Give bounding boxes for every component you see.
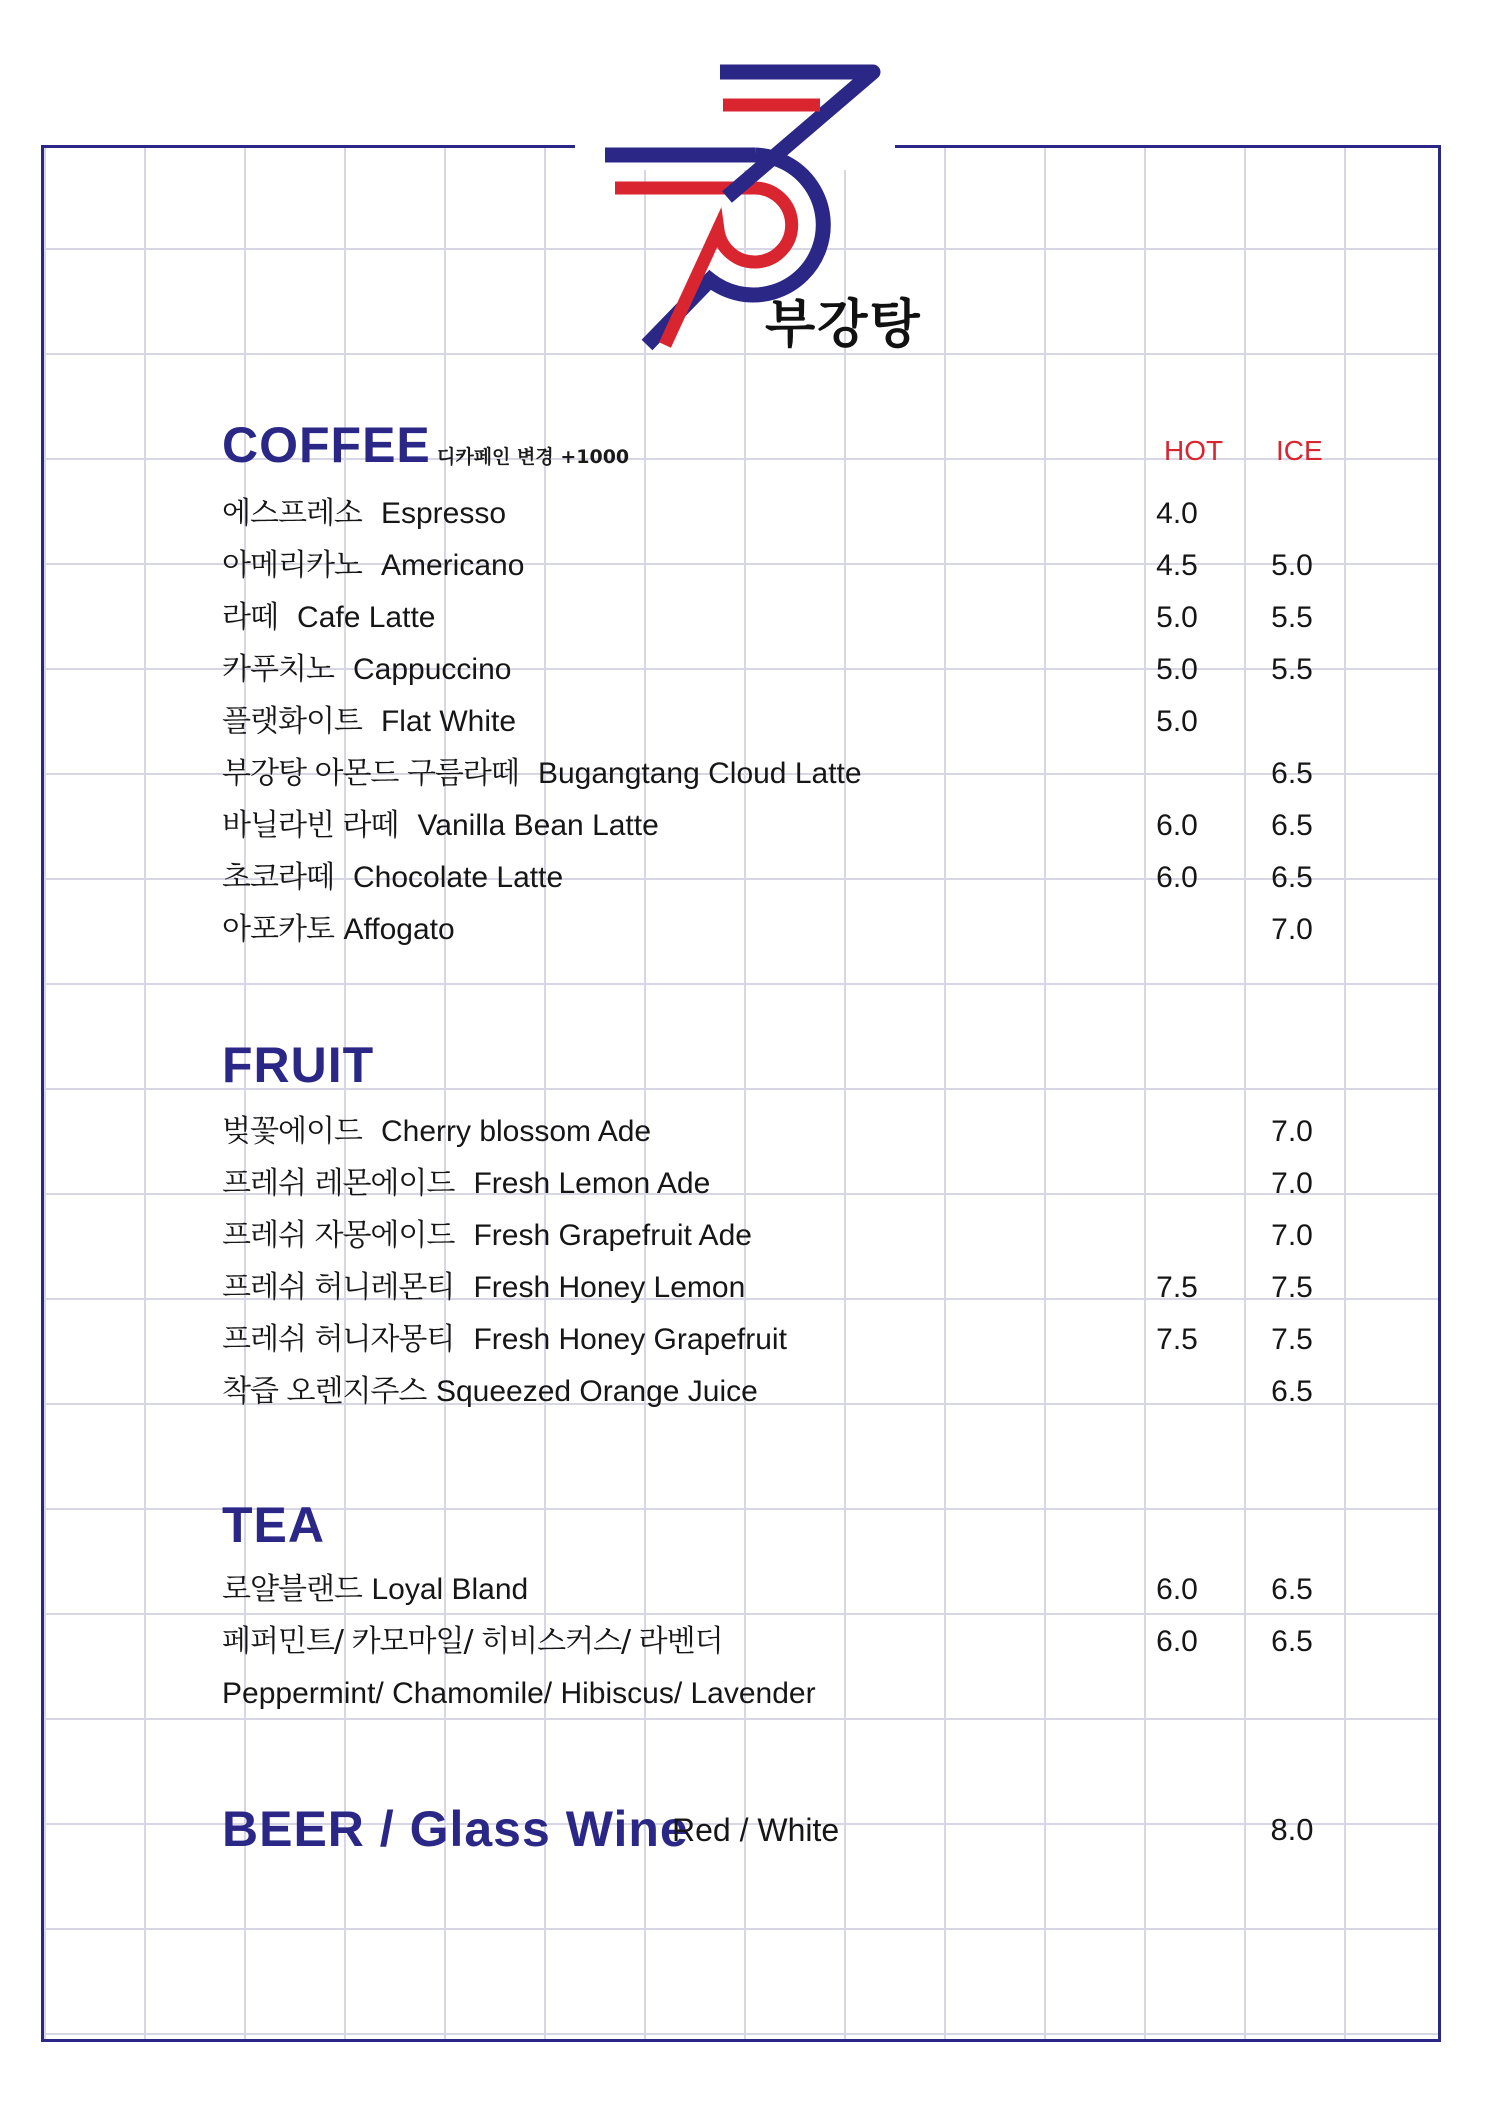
ice-price: 7.5 (1271, 1271, 1313, 1304)
ice-price: 5.0 (1271, 549, 1313, 582)
menu-item: 벚꽃에이드 Cherry blossom Ade 7.0 (222, 1106, 1382, 1158)
menu-item: 프레쉬 허니자몽티 Fresh Honey Grapefruit 7.5 7.5 (222, 1314, 1382, 1366)
ice-price: 6.5 (1271, 861, 1313, 894)
hot-price: 6.0 (1156, 861, 1198, 894)
ice-price: 6.5 (1271, 1375, 1313, 1408)
ice-price: 7.0 (1271, 1115, 1313, 1148)
coffee-section-title: COFFEE (222, 417, 431, 473)
ice-price: 5.5 (1271, 653, 1313, 686)
beer-subtitle: Red / White (672, 1812, 840, 1848)
tea-section-title: TEA (222, 1497, 325, 1553)
hot-price: 6.0 (1156, 1625, 1198, 1658)
menu-item: 플랫화이트 Flat White 5.0 (222, 696, 1382, 748)
hot-price: 5.0 (1156, 653, 1198, 686)
ice-price: 6.5 (1271, 809, 1313, 842)
menu-item: Peppermint/ Chamomile/ Hibiscus/ Lavender (222, 1677, 816, 1710)
hot-price: 4.0 (1156, 497, 1198, 530)
hot-price: 7.5 (1156, 1271, 1198, 1304)
menu-item: 프레쉬 레몬에이드 Fresh Lemon Ade 7.0 (222, 1158, 1382, 1210)
menu-item: 아메리카노 Americano 4.5 5.0 (222, 540, 1382, 592)
menu-item: 프레쉬 허니레몬티 Fresh Honey Lemon 7.5 7.5 (222, 1262, 1382, 1314)
ice-price: 6.5 (1271, 1625, 1313, 1658)
hot-price: 6.0 (1156, 809, 1198, 842)
menu-item: 카푸치노 Cappuccino 5.0 5.5 (222, 644, 1382, 696)
menu-item: 에스프레소 Espresso 4.0 (222, 488, 1382, 540)
ice-price: 7.0 (1271, 913, 1313, 946)
ice-price: 7.5 (1271, 1323, 1313, 1356)
hot-price: 5.0 (1156, 705, 1198, 738)
ice-price: 6.5 (1271, 757, 1313, 790)
hot-column-header: HOT (1164, 435, 1224, 466)
beer-price: 8.0 (1270, 1812, 1314, 1847)
brand-name: 부강탕 (765, 295, 922, 355)
ice-price: 7.0 (1271, 1219, 1313, 1252)
ice-price: 6.5 (1271, 1573, 1313, 1606)
ice-column-header: ICE (1276, 435, 1323, 466)
menu-item: 아포카토 Affogato 7.0 (222, 904, 1382, 956)
hot-price: 6.0 (1156, 1573, 1198, 1606)
ice-price: 7.0 (1271, 1167, 1313, 1200)
menu-item: 페퍼민트/ 카모마일/ 히비스커스/ 라벤더 6.0 6.5 (222, 1616, 1382, 1668)
ice-price: 5.5 (1271, 601, 1313, 634)
beer-section-title: BEER / Glass Wine (222, 1801, 689, 1857)
menu-item: 바닐라빈 라떼 Vanilla Bean Latte 6.0 6.5 (222, 800, 1382, 852)
menu-item: 초코라떼 Chocolate Latte 6.0 6.5 (222, 852, 1382, 904)
fruit-section-title: FRUIT (222, 1037, 375, 1093)
menu-item: 라떼 Cafe Latte 5.0 5.5 (222, 592, 1382, 644)
hot-price: 7.5 (1156, 1323, 1198, 1356)
hot-price: 4.5 (1156, 549, 1198, 582)
hot-price: 5.0 (1156, 601, 1198, 634)
menu-item: 프레쉬 자몽에이드 Fresh Grapefruit Ade 7.0 (222, 1210, 1382, 1262)
menu-item: 착즙 오렌지주스 Squeezed Orange Juice 6.5 (222, 1366, 1382, 1418)
menu-item: 부강탕 아몬드 구름라떼 Bugangtang Cloud Latte 6.5 (222, 748, 1382, 800)
menu-item: 로얄블랜드 Loyal Bland 6.0 6.5 (222, 1564, 1382, 1616)
decaf-note: 디카페인 변경 +1000 (437, 446, 630, 468)
